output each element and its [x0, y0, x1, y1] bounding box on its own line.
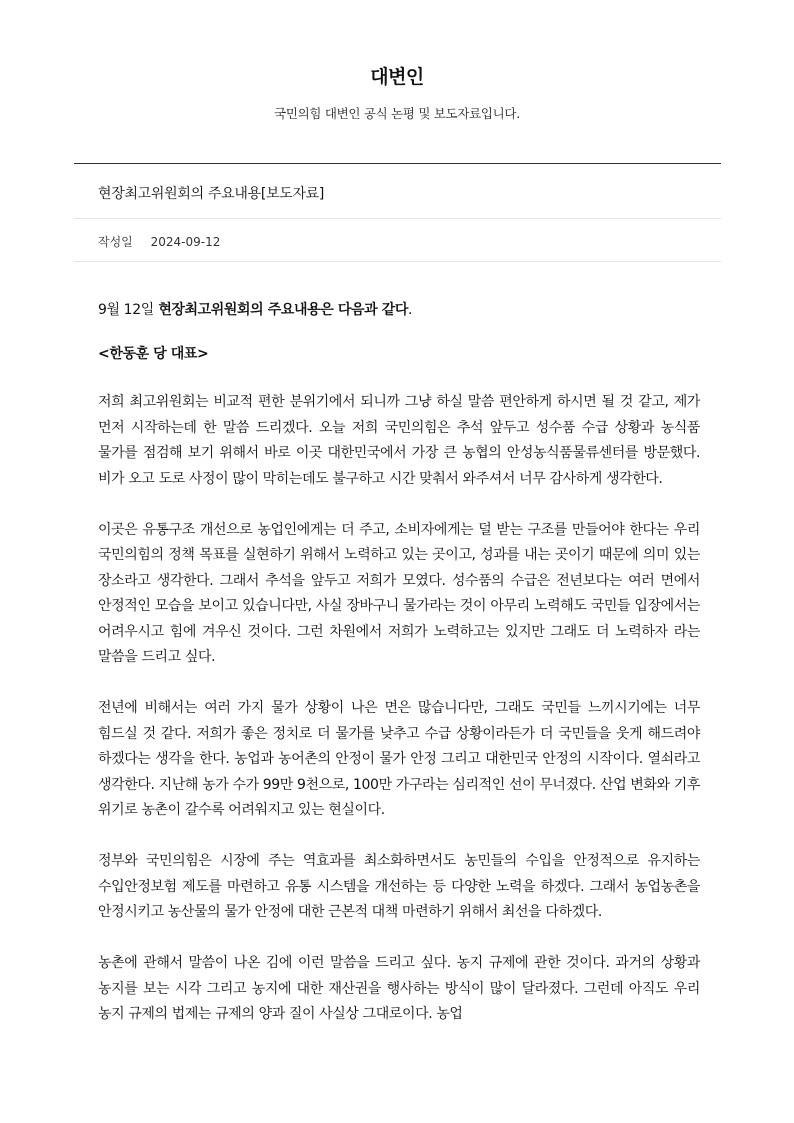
- site-subtitle: 국민의힘 대변인 공식 논평 및 보도자료입니다.: [274, 106, 520, 121]
- post-date: 2024-09-12: [150, 235, 221, 249]
- post-title: 현장최고위원회의 주요내용[보도자료]: [98, 186, 325, 202]
- lead-text: 현장최고위원회의 주요내용은 다음과 같다: [158, 302, 408, 318]
- paragraph-4: 정부와 국민의힘은 시장에 주는 역효과를 최소화하면서도 농민들의 수입을 안정적으로 유지하는 수입안정보험 제도를 마련하고 유통 시스템을 개선하는 등 다양한 노력을 하겠다. 그래서 농업농촌을 안정시키고 농산물의 물가 안정에 대한 근본적 대책 마련하기 위해서 최선을 다하겠다.: [98, 853, 700, 920]
- title-divider: [74, 218, 721, 219]
- article-body: [98, 298, 700, 1053]
- lead-sentence: [98, 298, 700, 324]
- header-divider: [74, 163, 721, 164]
- speaker-heading: <한동훈 당 대표>: [98, 345, 209, 362]
- meta-divider: [74, 261, 721, 262]
- date-label: 작성일: [98, 235, 133, 249]
- site-title: 대변인: [370, 66, 424, 88]
- lead-date: 9월 12일: [98, 302, 154, 318]
- post-meta: [98, 233, 220, 250]
- paragraph-2: 이곳은 유통구조 개선으로 농업인에게는 더 주고, 소비자에게는 덜 받는 구조를 만들어야 한다는 우리 국민의힘의 정책 목표를 실현하기 위해서 노력하고 있는 곳이고, 성과를 내는 곳이기 때문에 의미 있는 장소라고 생각한다. 그래서 추석을 앞두고 저희가 모였다. 성수품의 수급은 전년보다는 여러 면에서 안정적인 모습을 보이고 있습니다만, 사실 장바구니 물가라는 것이 아무리 노력해도 국민들 입장에서는 어려우시고 힘에 겨우신 것이다. 그런 차원에서 저희가 노력하고는 있지만 그래도 더 노력하자 라는 말씀을 드리고 싶다.: [98, 521, 701, 665]
- lead-period: .: [407, 302, 413, 318]
- paragraph-3: 전년에 비해서는 여러 가지 물가 상황이 나은 면은 많습니다만, 그래도 국민들 느끼시기에는 너무 힘드실 것 같다. 저희가 좋은 정치로 더 물가를 낮추고 수급 상황이라든가 더 국민들을 웃게 해드려야 하겠다는 생각을 한다. 농업과 농어촌의 안정이 물가 안정 그리고 대한민국 안정의 시작이다. 열쇠라고 생각한다. 지난해 농가 수가 99만 9천으로, 100만 가구라는 심리적인 선이 무너졌다. 산업 변화와 기후 위기로 농촌이 갈수록 어려워지고 있는 현실이다.: [98, 700, 700, 818]
- paragraph-5: 농촌에 관해서 말씀이 나온 김에 이런 말씀을 드리고 싶다. 농지 규제에 관한 것이다. 과거의 상황과 농지를 보는 시각 그리고 농지에 대한 재산권을 행사하는 방식이 많이 달라졌다. 그런데 아직도 우리 농지 규제의 법제는 규제의 양과 질이 사실상 그대로이다. 농업: [98, 955, 700, 1022]
- paragraph-1: 저희 최고위원회는 비교적 편한 분위기에서 되니까 그냥 하실 말씀 편안하게 하시면 될 것 같고, 제가 먼저 시작하는데 한 말씀 드리겠다. 오늘 저희 국민의힘은 추석 앞두고 성수품 수급 상황과 농식품 물가를 점검해 보기 위해서 바로 이곳 대한민국에서 가장 큰 농협의 안성농식품물류센터를 방문했다. 비가 오고 도로 사정이 많이 막히는데도 불구하고 시간 맞춰서 와주셔서 너무 감사하게 생각한다.: [98, 394, 700, 487]
